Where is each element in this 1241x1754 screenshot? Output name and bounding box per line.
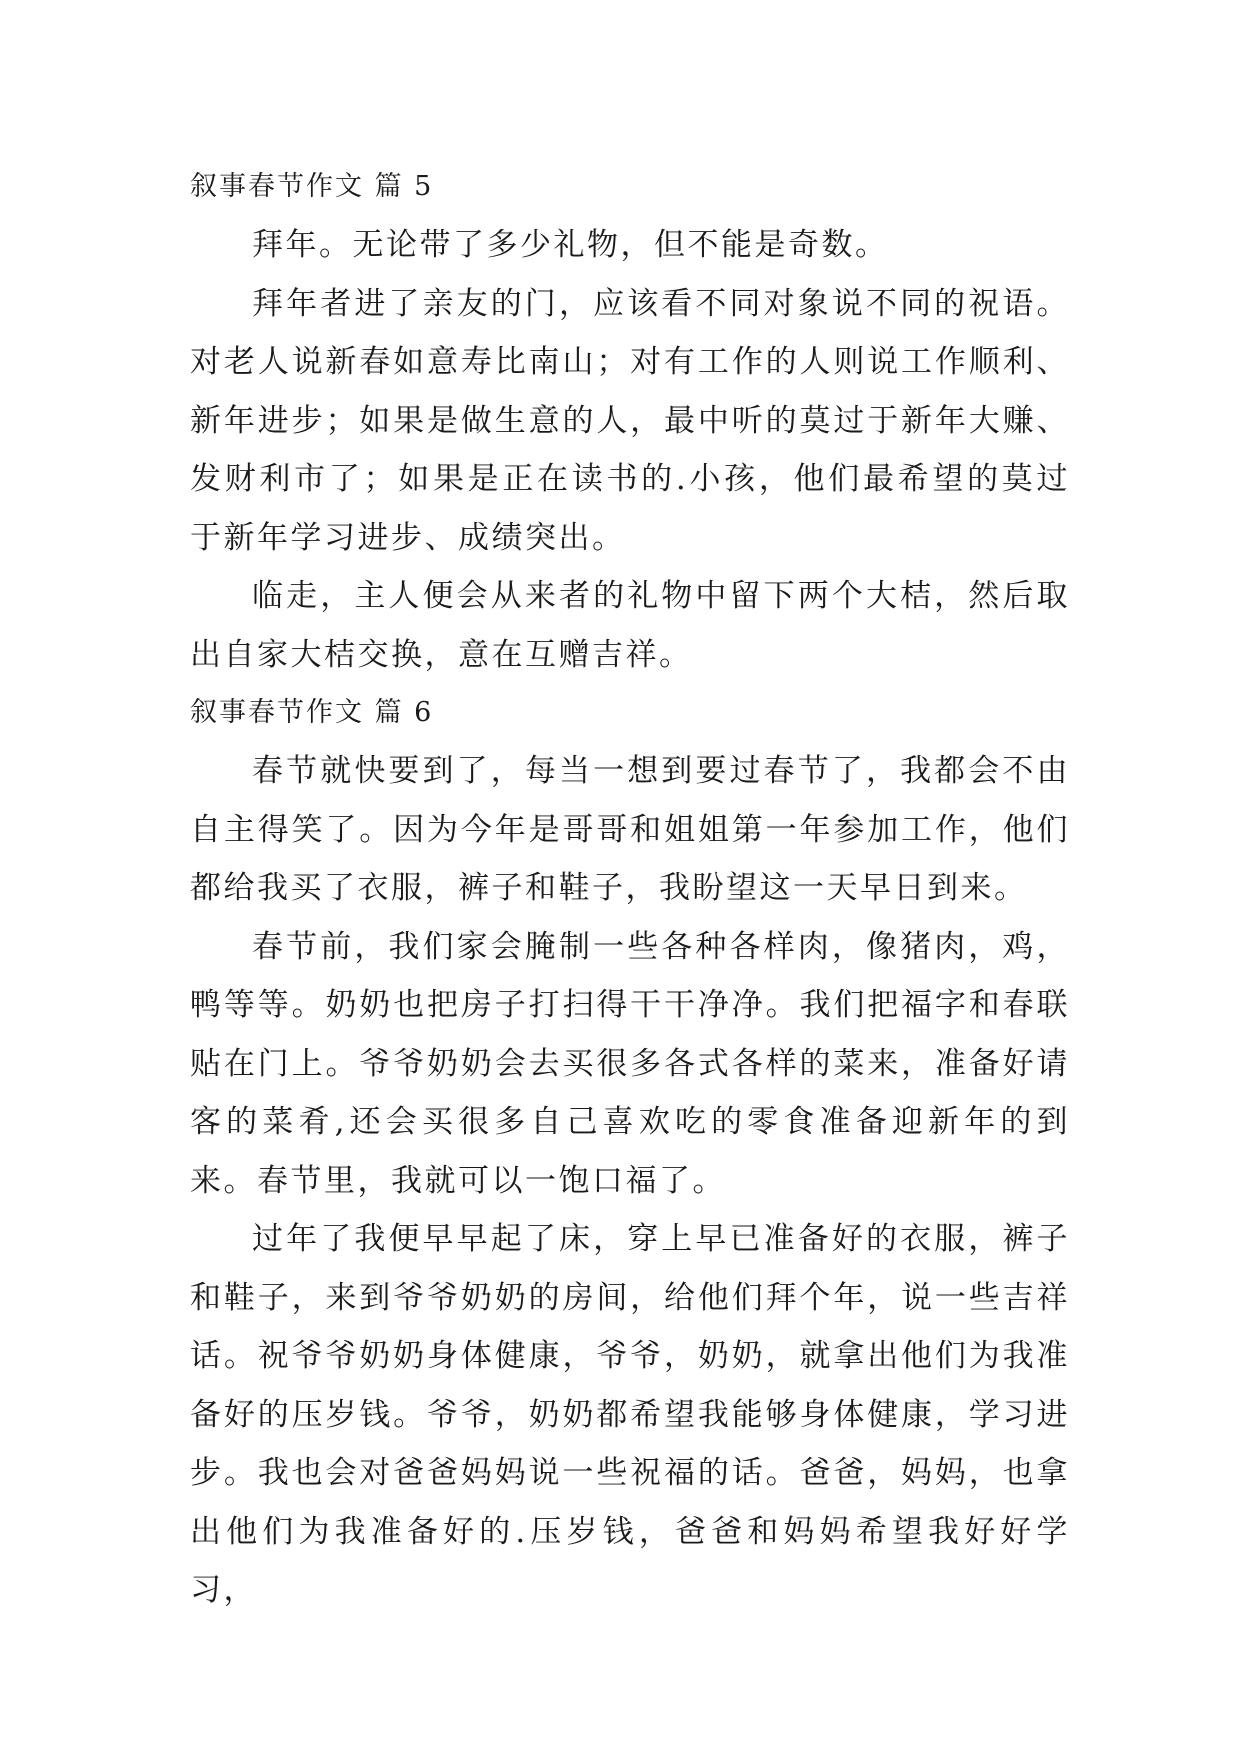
paragraph: 过年了我便早早起了床，穿上早已准备好的衣服，裤子和鞋子，来到爷爷奶奶的房间，给他们拜个年，说一些吉祥话。祝爷爷奶奶身体健康，爷爷，奶奶，就拿出他们为我准备好的压岁钱。爷爷，奶奶都希望我能够身体健康，学习进步。我也会对爸爸妈妈说一些祝福的话。爸爸，妈妈，也拿出他们为我准备好的.压岁钱，爸爸和妈妈希望我好好学习， bbox=[190, 1221, 1070, 1608]
paragraph: 春节就快要到了，每当一想到要过春节了，我都会不由自主得笑了。因为今年是哥哥和姐姐第一年参加工作，他们都给我买了衣服，裤子和鞋子，我盼望这一天早日到来。 bbox=[190, 753, 1070, 906]
paragraph: 拜年者进了亲友的门，应该看不同对象说不同的祝语。对老人说新春如意寿比南山；对有工作的人则说工作顺利、新年进步；如果是做生意的人，最中听的莫过于新年大赚、发财利市了；如果是正在读书的.小孩，他们最希望的莫过于新年学习进步、成绩突出。 bbox=[190, 285, 1070, 556]
document-body bbox=[190, 158, 1070, 1620]
paragraph: 临走，主人便会从来者的礼物中留下两个大桔，然后取出自家大桔交换，意在互赠吉祥。 bbox=[190, 578, 1070, 673]
paragraph: 拜年。无论带了多少礼物，但不能是奇数。 bbox=[252, 227, 889, 263]
paragraph: 春节前，我们家会腌制一些各种各样肉，像猪肉，鸡，鸭等等。奶奶也把房子打扫得干干净净。我们把福字和春联贴在门上。爷爷奶奶会去买很多各式各样的菜来，准备好请客的菜肴,还会买很多自己喜欢吃的零食准备迎新年的到来。春节里，我就可以一饱口福了。 bbox=[190, 928, 1070, 1199]
section-heading: 叙事春节作文 篇 6 bbox=[190, 697, 434, 728]
section-heading: 叙事春节作文 篇 5 bbox=[190, 171, 434, 202]
